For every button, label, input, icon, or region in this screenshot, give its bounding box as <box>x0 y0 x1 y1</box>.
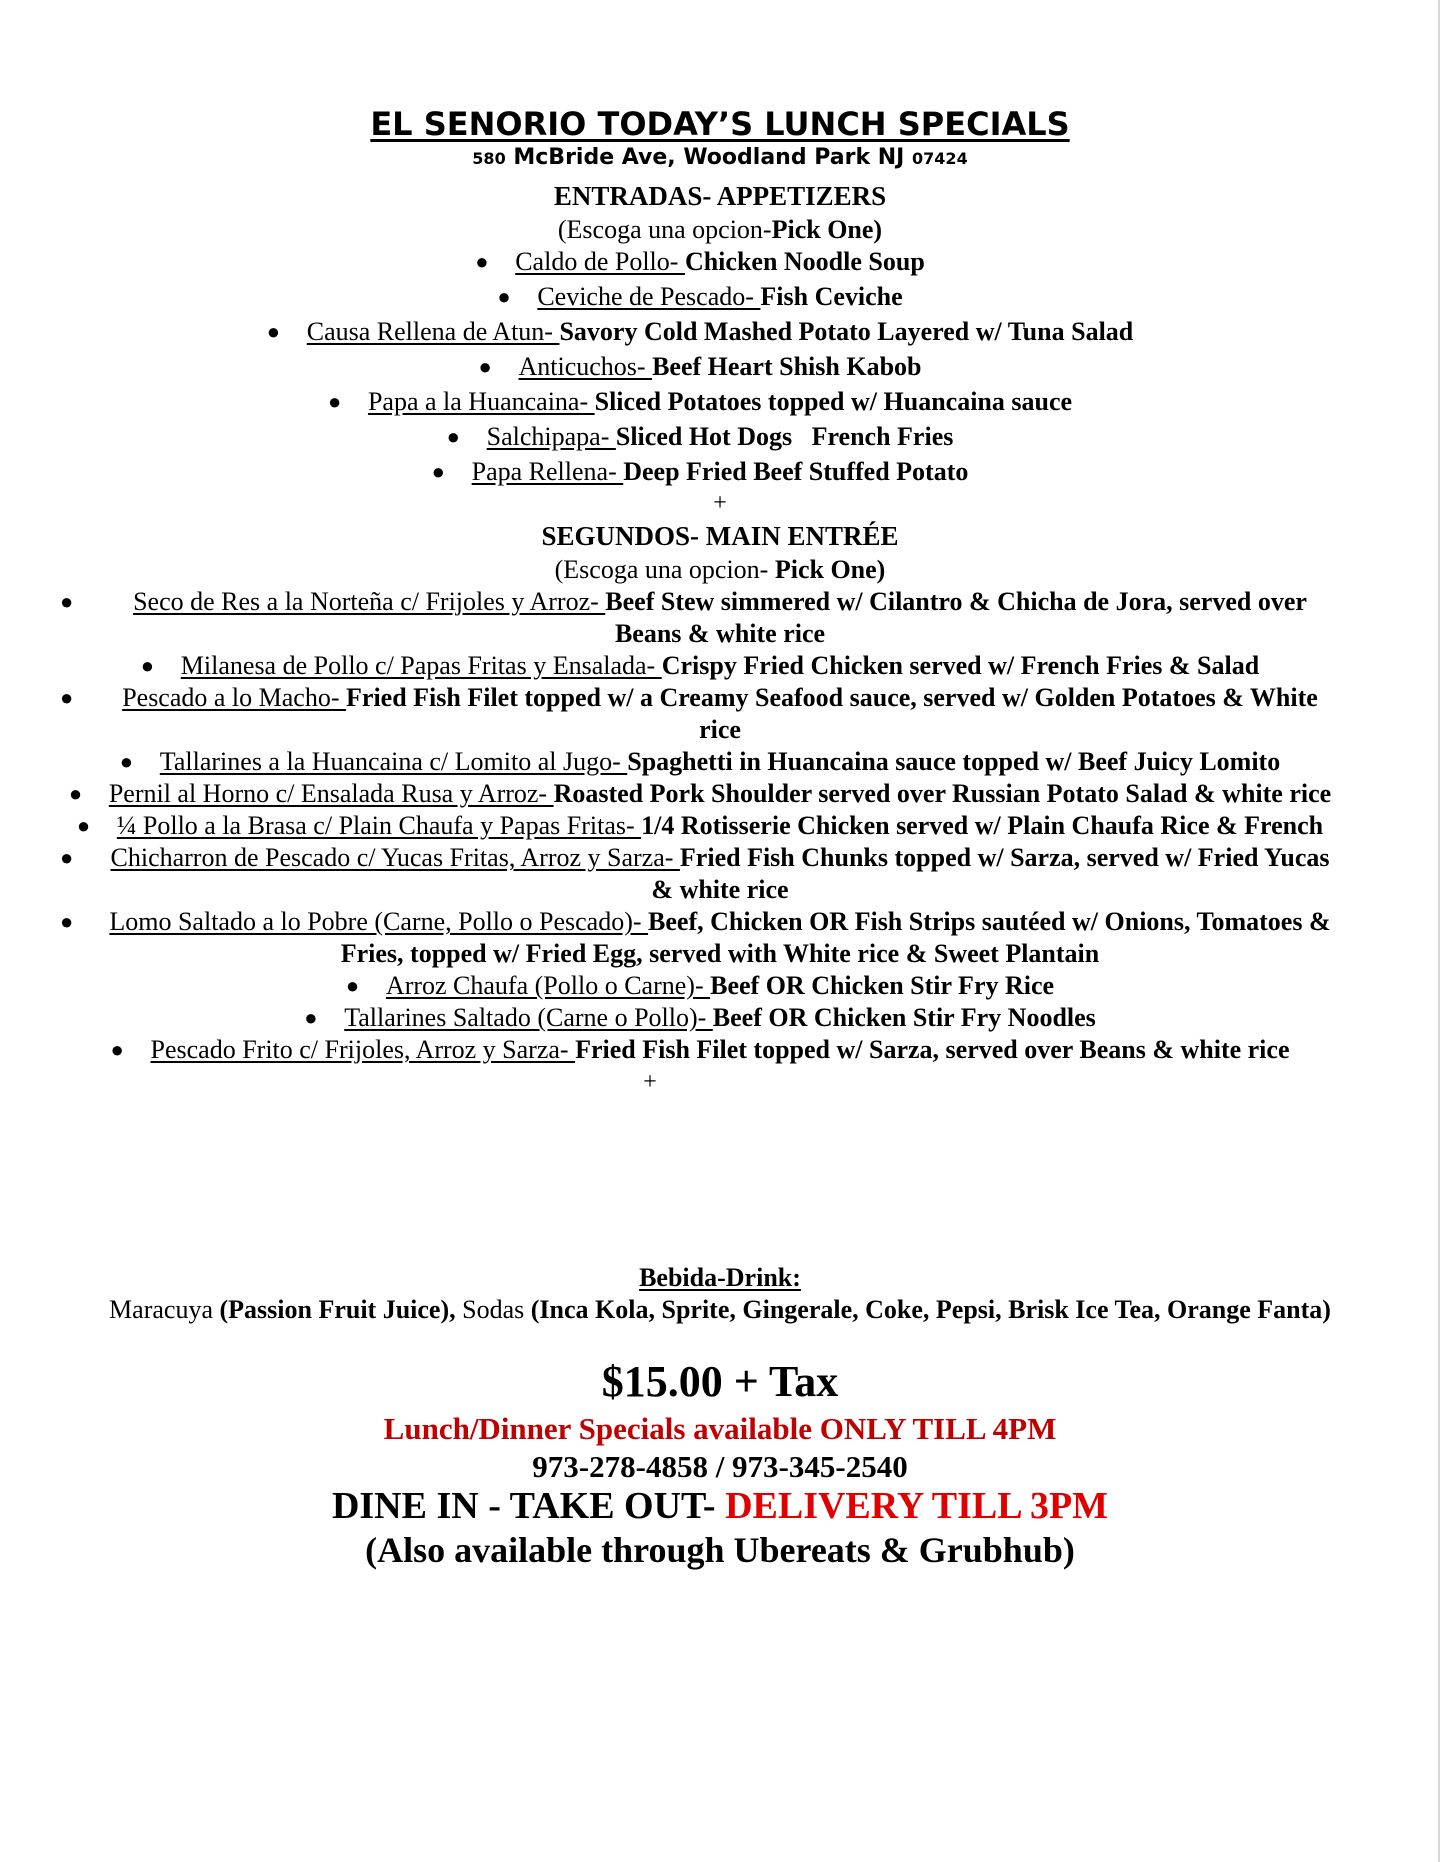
mains-subtitle <box>0 553 1440 586</box>
bullet-icon: ● <box>304 1005 318 1030</box>
item-name-en: Beef Heart Shish Kabob <box>652 352 922 381</box>
list-item <box>0 351 1440 386</box>
bullet-icon: ● <box>478 354 492 379</box>
bullet-icon: ● <box>266 319 281 344</box>
item-name-en: Sliced Hot Dogs French Fries <box>615 422 954 451</box>
bullet-icon: ● <box>68 781 83 806</box>
address-street: McBride Ave, Woodland Park NJ <box>513 145 905 170</box>
service-options <box>0 1484 1440 1528</box>
list-item <box>0 281 1440 316</box>
appetizers-subtitle-en: Pick One) <box>771 215 883 244</box>
item-name-es: Pescado a lo Macho- <box>122 683 347 712</box>
item-name-es: Papa Rellena- <box>471 457 624 486</box>
drink-sodas-list: (Inca Kola, Sprite, Gingerale, Coke, Pepsi, Brisk Ice Tea, Orange Fanta) <box>530 1295 1331 1324</box>
mains-subtitle-en: Pick One) <box>774 555 886 584</box>
item-name-es: Pernil al Horno c/ Ensalada Rusa y Arroz- <box>108 779 554 808</box>
item-name-en: 1/4 Rotisserie Chicken served w/ Plain Chaufa Rice & French <box>641 811 1324 840</box>
menu-header <box>0 104 1440 173</box>
item-name-en: Sliced Potatoes topped w/ Huancaina sauce <box>594 387 1073 416</box>
item-name-en: Beef, Chicken OR Fish Strips sautéed w/ Onions, Tomatoes & Fries, topped w/ Fried Egg, served with White rice & Sweet Plantain <box>340 907 1331 968</box>
bullet-icon: ● <box>60 685 74 710</box>
appetizers-title: ENTRADAS- APPETIZERS <box>553 181 887 211</box>
drink-maracuya: Maracuya <box>109 1295 220 1324</box>
list-item <box>0 421 1440 456</box>
drink-sodas: Sodas <box>455 1295 531 1324</box>
item-name-es: ¼ Pollo a la Brasa c/ Plain Chaufa y Papas Fritas- <box>116 811 642 840</box>
drink-options <box>70 1294 1370 1325</box>
item-name-es: Caldo de Pollo- <box>515 247 685 276</box>
item-name-es: Tallarines Saltado (Carne o Pollo)- <box>344 1003 713 1032</box>
item-name-en: Beef OR Chicken Stir Fry Rice <box>710 971 1055 1000</box>
availability-note: Lunch/Dinner Specials available ONLY TILL 4PM <box>383 1411 1057 1446</box>
item-name-es: Salchipapa- <box>486 422 616 451</box>
list-item <box>0 682 1440 746</box>
drink-title: Bebida-Drink: <box>639 1263 801 1292</box>
list-item <box>0 246 1440 281</box>
list-item <box>0 906 1440 970</box>
list-item <box>0 316 1440 351</box>
service-dine-takeout: DINE IN - TAKE OUT- <box>331 1485 726 1527</box>
bullet-icon: ● <box>446 424 460 449</box>
item-name-es: Causa Rellena de Atun- <box>306 317 560 346</box>
item-name-es: Lomo Saltado a lo Pobre (Carne, Pollo o Pescado)- <box>109 907 649 936</box>
plus-separator: + <box>713 490 727 516</box>
item-name-es: Tallarines a la Huancaina c/ Lomito al Jugo- <box>159 747 628 776</box>
page-title: EL SENORIO TODAY’S LUNCH SPECIALS <box>370 105 1070 143</box>
list-item <box>0 746 1440 778</box>
list-item <box>0 456 1440 491</box>
bullet-icon: ● <box>60 909 74 934</box>
drink-maracuya-en: (Passion Fruit Juice), <box>219 1295 456 1324</box>
item-name-en: Beef Stew simmered w/ Cilantro & Chicha de Jora, served over Beans & white rice <box>605 587 1307 648</box>
address-number: 580 <box>472 149 506 168</box>
bullet-icon: ● <box>140 653 155 678</box>
bullet-icon: ● <box>475 249 489 274</box>
price: $15.00 + Tax <box>601 1357 839 1406</box>
list-item <box>0 810 1440 842</box>
item-name-en: Fried Fish Filet topped w/ Sarza, served over Beans & white rice <box>575 1035 1290 1064</box>
phone-numbers: 973-278-4858 / 973-345-2540 <box>532 1449 908 1484</box>
bullet-icon: ● <box>60 589 74 614</box>
item-name-en: Spaghetti in Huancaina sauce topped w/ Beef Juicy Lomito <box>627 747 1281 776</box>
item-name-en: Roasted Pork Shoulder served over Russian Potato Salad & white rice <box>553 779 1332 808</box>
bullet-icon: ● <box>60 845 74 870</box>
plus-separator: + <box>643 1069 657 1095</box>
item-name-es: Pescado Frito c/ Frijoles, Arroz y Sarza- <box>150 1035 576 1064</box>
item-name-es: Seco de Res a la Norteña c/ Frijoles y Arroz- <box>133 587 606 616</box>
bullet-icon: ● <box>327 389 342 414</box>
address-zip: 07424 <box>912 149 968 168</box>
bullet-icon: ● <box>119 749 134 774</box>
list-item <box>0 842 1440 906</box>
restaurant-address <box>0 144 1440 173</box>
item-name-es: Arroz Chaufa (Pollo o Carne)- <box>385 971 711 1000</box>
appetizers-subtitle-es: (Escoga una opcion- <box>557 215 772 244</box>
bullet-icon: ● <box>110 1037 124 1062</box>
bullet-icon: ● <box>431 459 445 484</box>
bullet-icon: ● <box>497 284 511 309</box>
list-item <box>0 586 1440 650</box>
list-item <box>0 970 1440 1002</box>
list-item <box>0 1002 1440 1034</box>
list-item <box>0 778 1440 810</box>
mains-subtitle-es: (Escoga una opcion- <box>554 555 775 584</box>
item-name-en: Fish Ceviche <box>760 282 903 311</box>
drink-section <box>0 1262 1440 1325</box>
mains-section <box>0 520 1440 1094</box>
item-name-en: Savory Cold Mashed Potato Layered w/ Tuna Salad <box>559 317 1134 346</box>
list-item <box>0 1034 1440 1066</box>
item-name-en: Deep Fried Beef Stuffed Potato <box>623 457 969 486</box>
mains-title: SEGUNDOS- MAIN ENTRÉE <box>541 521 899 551</box>
item-name-es: Milanesa de Pollo c/ Papas Fritas y Ensalada- <box>180 651 662 680</box>
list-item <box>0 386 1440 421</box>
appetizers-list <box>0 246 1440 491</box>
item-name-en: Beef OR Chicken Stir Fry Noodles <box>712 1003 1096 1032</box>
item-name-es: Papa a la Huancaina- <box>367 387 595 416</box>
appetizers-section <box>0 180 1440 515</box>
item-name-es: Ceviche de Pescado- <box>537 282 761 311</box>
item-name-en: Fried Fish Chunks topped w/ Sarza, served w/ Fried Yucas & white rice <box>651 843 1330 904</box>
delivery-apps-note: (Also available through Ubereats & Grubhub) <box>365 1530 1075 1570</box>
list-item <box>0 650 1440 682</box>
mains-list <box>0 586 1440 1066</box>
item-name-en: Fried Fish Filet topped w/ a Creamy Seafood sauce, served w/ Golden Potatoes & White rice <box>346 683 1318 744</box>
bullet-icon: ● <box>76 813 91 838</box>
item-name-en: Chicken Noodle Soup <box>684 247 925 276</box>
item-name-es: Anticuchos- <box>518 352 653 381</box>
bullet-icon: ● <box>345 973 360 998</box>
appetizers-subtitle <box>0 213 1440 246</box>
item-name-es: Chicharron de Pescado c/ Yucas Fritas, Arroz y Sarza- <box>110 843 680 872</box>
item-name-en: Crispy Fried Chicken served w/ French Fries & Salad <box>661 651 1260 680</box>
service-delivery: DELIVERY TILL 3PM <box>725 1485 1109 1527</box>
